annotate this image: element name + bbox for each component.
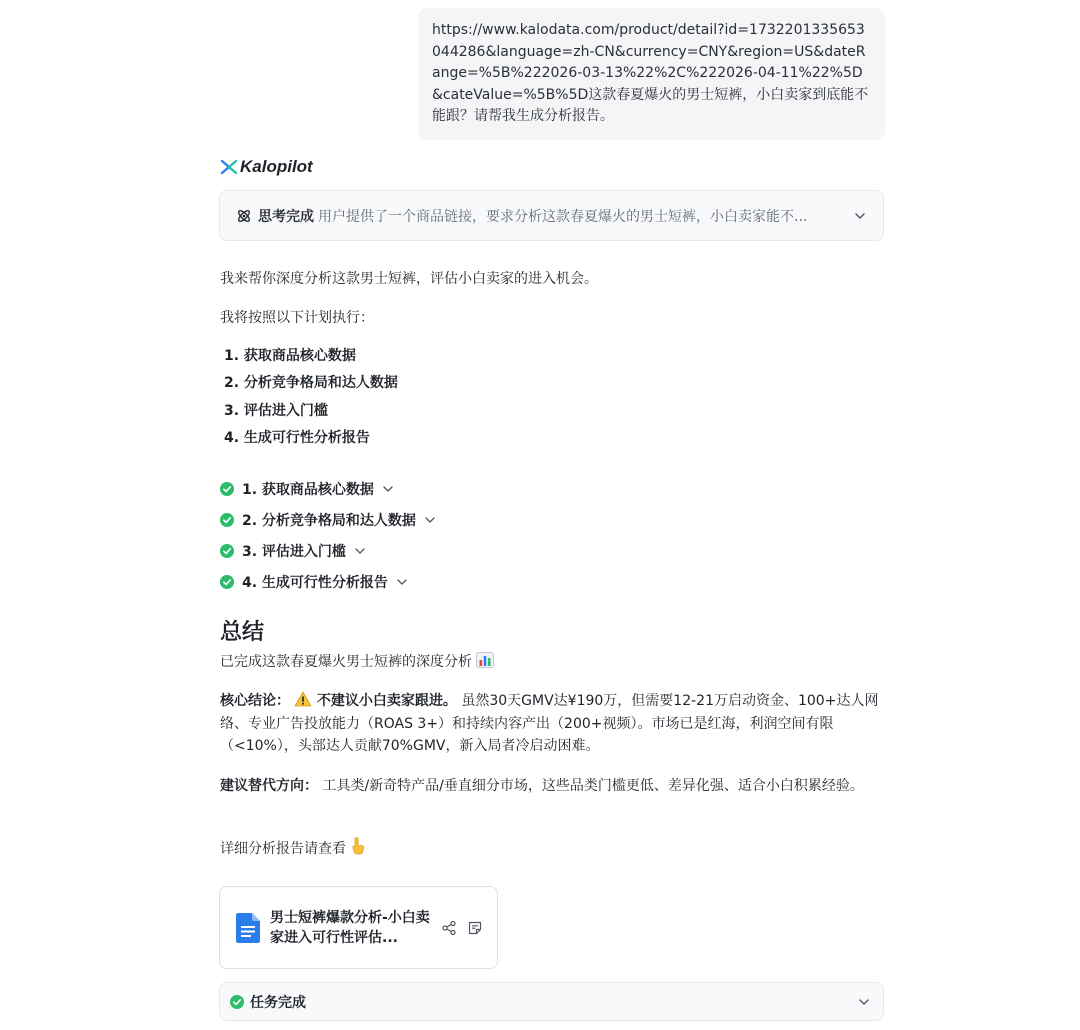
pointing-down-icon xyxy=(350,837,366,855)
summary-heading: 总结 xyxy=(220,620,265,645)
thinking-label: 思考完成 xyxy=(258,208,314,225)
task-complete-bar[interactable] xyxy=(219,982,884,1021)
plan-item: 4. 生成可行性分析报告 xyxy=(224,429,370,446)
check-circle-icon xyxy=(220,513,234,527)
report-document-card[interactable] xyxy=(219,886,498,969)
open-document-icon[interactable] xyxy=(467,920,483,936)
warning-icon xyxy=(294,691,312,707)
step-list xyxy=(220,473,436,597)
atom-icon xyxy=(236,208,252,224)
step-item[interactable] xyxy=(220,566,436,597)
chevron-down-icon[interactable] xyxy=(354,545,366,557)
core-conclusion-text: 虽然30天GMV达¥190万，但需要12-21万启动资金、100+达人网络、专业广告投放能力（ROAS 3+）和持续内容产出（200+视频）。市场已是红海，利润空间有限（<10%），头部达人贡献70%GMV，新入局者冷启动困难。 xyxy=(220,693,879,754)
plan-item: 2. 分析竞争格局和达人数据 xyxy=(224,375,398,392)
user-message-bubble xyxy=(418,8,885,140)
kalopilot-logo-icon xyxy=(220,159,238,175)
check-circle-icon xyxy=(220,544,234,558)
alternative-direction xyxy=(220,775,884,798)
intro-text: 我来帮你深度分析这款男士短裤，评估小白卖家的进入机会。 xyxy=(220,271,598,287)
step-label: 3. 评估进入门槛 xyxy=(242,543,346,560)
core-conclusion-label: 核心结论： xyxy=(220,693,290,709)
summary-subtitle xyxy=(220,651,494,673)
thinking-summary: 用户提供了一个商品链接，要求分析这款春夏爆火的男士短裤，小白卖家能不... xyxy=(318,208,808,225)
brand-name: Kalopilot xyxy=(240,157,313,176)
step-label: 1. 获取商品核心数据 xyxy=(242,481,374,498)
plan-item: 3. 评估进入门槛 xyxy=(224,402,328,419)
report-hint-text: 详细分析报告请查看 xyxy=(220,841,346,857)
step-label: 4. 生成可行性分析报告 xyxy=(242,574,388,591)
step-label: 2. 分析竞争格局和达人数据 xyxy=(242,512,416,529)
check-circle-icon xyxy=(230,995,244,1009)
report-hint xyxy=(220,837,884,861)
chevron-down-icon[interactable] xyxy=(396,576,408,588)
plan-item: 1. 获取商品核心数据 xyxy=(224,348,356,364)
task-complete-label: 任务完成 xyxy=(250,994,306,1011)
chevron-down-icon[interactable] xyxy=(853,209,867,223)
core-conclusion xyxy=(220,690,884,758)
step-item[interactable] xyxy=(220,535,436,566)
summary-subtitle-text: 已完成这款春夏爆火男士短裤的深度分析 xyxy=(220,654,472,670)
core-conclusion-warning: 不建议小白卖家跟进。 xyxy=(316,693,457,709)
document-icon xyxy=(236,913,260,943)
step-item[interactable] xyxy=(220,473,436,504)
thinking-panel[interactable] xyxy=(219,190,884,241)
check-circle-icon xyxy=(220,575,234,589)
user-message-text: https://www.kalodata.com/product/detail?id=1732201335653044286&language=zh-CN&currency=CNY&region=US&dateRange=%5B%222026-03-13%22%2C%222026-04-11%22%5D&cateValue=%5B%5D这款春夏爆火的男士短裤，小白卖家到底能不能跟？请帮我生成分析报告。 xyxy=(432,22,869,124)
bar-chart-icon xyxy=(476,652,494,668)
report-document-title: 男士短裤爆款分析-小白卖家进入可行性评估... xyxy=(270,909,430,946)
step-item[interactable] xyxy=(220,504,436,535)
assistant-brand xyxy=(220,155,313,179)
alternative-direction-text: 工具类/新奇特产品/垂直细分市场，这些品类门槛更低、差异化强、适合小白积累经验。 xyxy=(322,778,864,794)
chevron-down-icon[interactable] xyxy=(382,483,394,495)
chevron-down-icon[interactable] xyxy=(857,995,871,1009)
plan-list xyxy=(224,345,398,454)
chevron-down-icon[interactable] xyxy=(424,514,436,526)
share-icon[interactable] xyxy=(441,920,457,936)
plan-intro-text: 我将按照以下计划执行： xyxy=(220,310,374,326)
alternative-direction-label: 建议替代方向： xyxy=(220,778,318,794)
check-circle-icon xyxy=(220,482,234,496)
